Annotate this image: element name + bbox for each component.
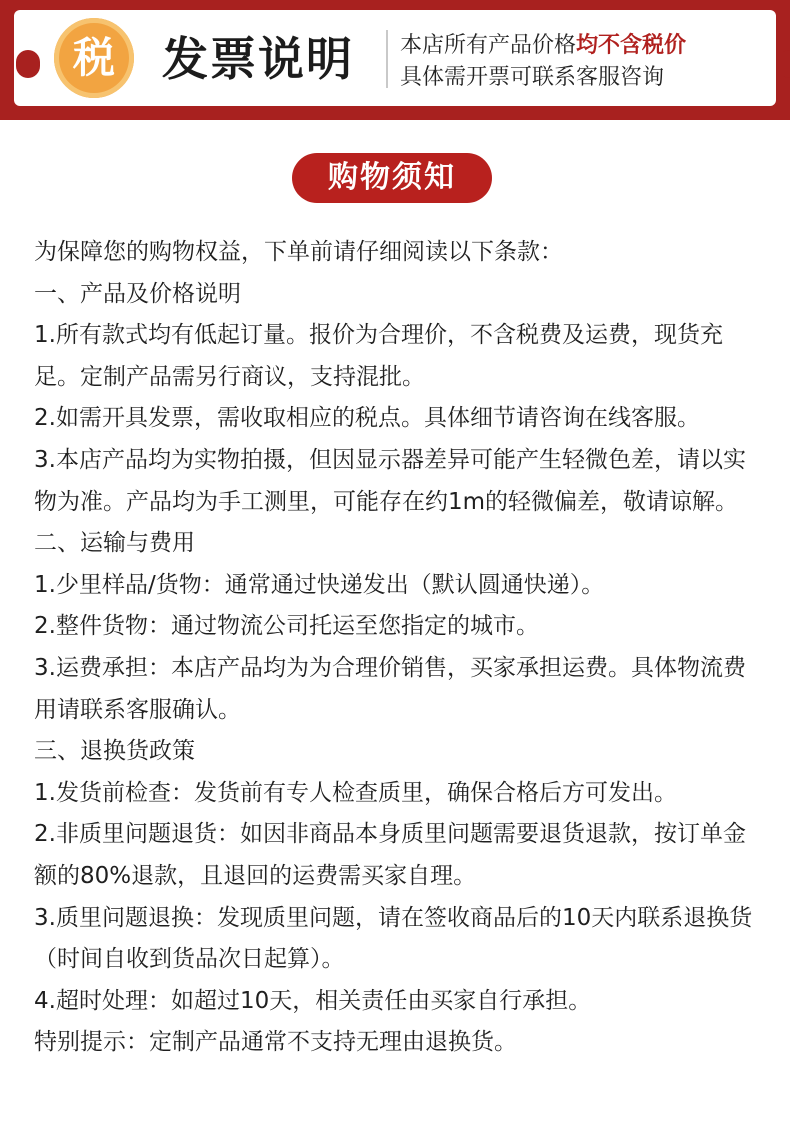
- section-title-pill: 购物须知: [292, 153, 492, 203]
- notice-paragraph: 3.本店产品均为实物拍摄，但因显示器差异可能产生轻微色差，请以实物为准。产品均为手工测里，可能存在约1m的轻微偏差，敬请谅解。: [34, 446, 746, 515]
- notice-paragraph: 2.整件货物：通过物流公司托运至您指定的城市。: [34, 613, 539, 640]
- notice-paragraph: 4.超时处理：如超过10天，相关责任由买家自行承担。: [34, 987, 592, 1014]
- notice-paragraph: 1.发货前检查：发货前有专人检查质里，确保合格后方可发出。: [34, 779, 677, 806]
- tax-badge-label: 税: [72, 33, 115, 82]
- notice-paragraph: 3.质里问题退换：发现质里问题，请在签收商品后的10天内联系退换货（时间自收到货品次日起算）。: [34, 904, 753, 973]
- invoice-note-line-1: [400, 28, 686, 59]
- invoice-note-normal: 本店所有产品价格: [400, 33, 577, 58]
- tax-badge-icon: [54, 18, 134, 98]
- invoice-banner: [0, 0, 790, 120]
- card-notch-right: [778, 50, 790, 78]
- invoice-title: 发票说明: [162, 32, 354, 86]
- notice-paragraph: 特别提示：定制产品通常不支持无理由退换货。: [34, 1029, 517, 1056]
- notice-paragraph: 为保障您的购物权益，下单前请仔细阅读以下条款：: [34, 239, 563, 265]
- notice-paragraph: 二、运输与费用: [34, 530, 195, 557]
- invoice-note-line-2: 具体需开票可联系客服咨询: [400, 65, 665, 90]
- notice-paragraph: 2.如需开具发票，需收取相应的税点。具体细节请咨询在线客服。: [34, 405, 700, 432]
- card-notch-left: [16, 50, 40, 78]
- shopping-notice-body: [34, 232, 758, 1064]
- notice-paragraph: 1.少里样品/货物：通常通过快递发出（默认圆通快递）。: [34, 571, 605, 598]
- notice-paragraph: 3.运费承担：本店产品均为为合理价销售，买家承担运费。具体物流费用请联系客服确认。: [34, 654, 746, 723]
- notice-paragraph: 三、退换货政策: [34, 738, 195, 765]
- invoice-note-highlight: 均不含税价: [576, 33, 687, 58]
- notice-paragraph: 1.所有款式均有低起订量。报价为合理价，不含税费及运费，现货充足。定制产品需另行商议，支持混批。: [34, 322, 723, 390]
- notice-paragraph: 2.非质里问题退货：如因非商品本身质里问题需要退货退款，按订单金额的80%退款，且退回的运费需买家自理。: [34, 821, 746, 889]
- banner-divider: [386, 30, 388, 88]
- notice-paragraph: 一、产品及价格说明: [34, 280, 241, 307]
